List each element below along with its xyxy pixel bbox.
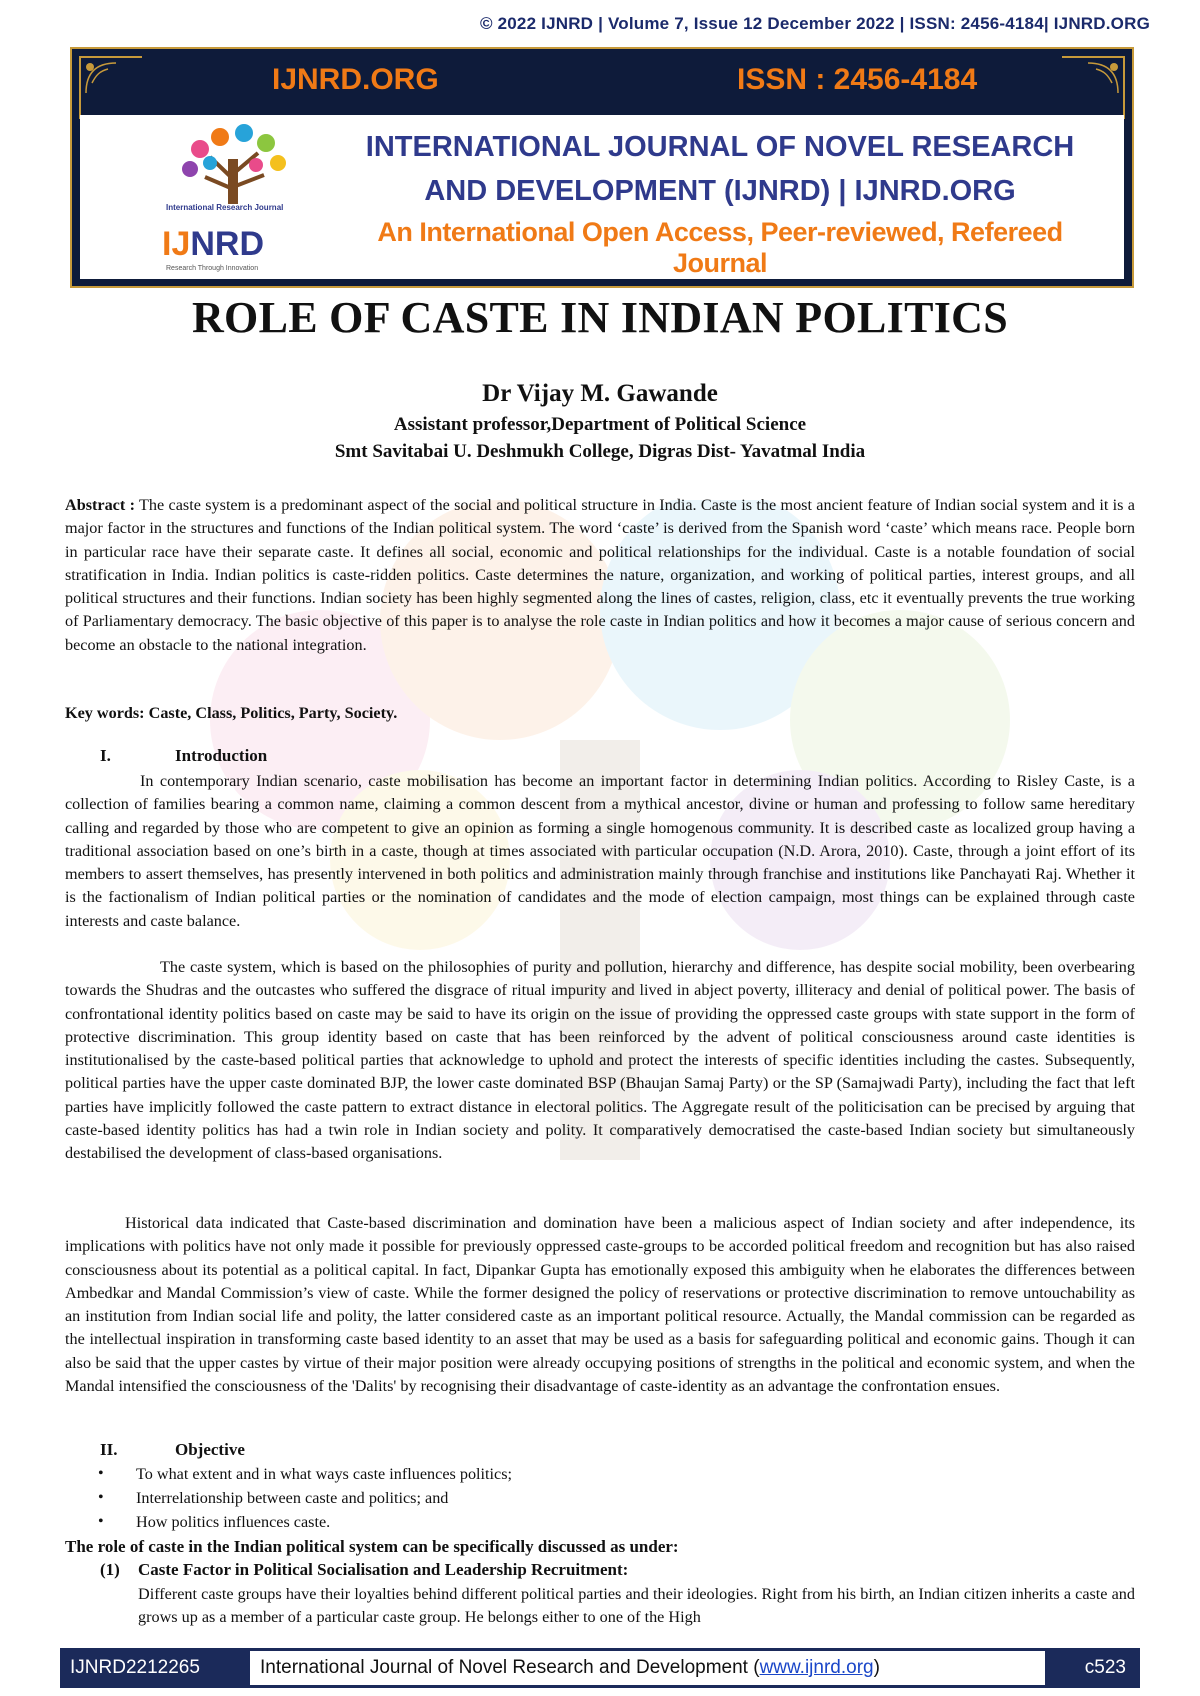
list-item: • Interrelationship between caste and politics; and	[98, 1486, 512, 1510]
ornament-icon	[76, 53, 146, 123]
banner-site: IJNRD.ORG	[272, 63, 439, 96]
keywords: Key words: Caste, Class, Politics, Party, Society.	[65, 704, 398, 722]
logo-tagline: Research Through Innovation	[166, 265, 259, 272]
abstract	[65, 494, 1135, 657]
journal-title: INTERNATIONAL JOURNAL OF NOVEL RESEARCH AND DEVELOPMENT (IJNRD) | IJNRD.ORG	[365, 131, 1075, 207]
intro-paragraph-3: Historical data indicated that Caste-based discrimination and domination have been a malicious aspect of Indian society and after independence, its implications with politics have not only made it possible for previously oppressed caste-groups to be accorded political freedom and recognition but has also raised consciousness about its potential as a political capital. In fact, Dipankar Gupta has emotionally exposed this ambiguity when he elaborates the differences between Ambedkar and Mandal Commission’s view of caste. While the former designed the policy of reservations or protective discrimination to remove untouchability as an institution from Indian social life and polity, the latter considered caste as an important political resource. Actually, the Mandal commission can be regarded as the intellectual inspiration in transforming caste based identity to an asset that may be used as a basis for safeguarding political and economic gains. Though it can also be said that the upper castes by virtue of their major position were already occupying positions of strengths in the political and economic system, and when the Mandal intensified the consciousness of the 'Dalits' by recognising their disadvantage of caste-identity as an advantage the confrontation ensues.	[65, 1214, 1135, 1396]
paper-title: ROLE OF CASTE IN INDIAN POLITICS	[191, 293, 1008, 342]
section-heading-introduction: Introduction	[175, 746, 268, 765]
role-heading: The role of caste in the Indian political system can be specifically discussed as under:	[65, 1537, 679, 1556]
subsection-heading: Caste Factor in Political Socialisation and Leadership Recruitment:	[138, 1560, 629, 1579]
logo-wordmark: IJNRD	[162, 225, 265, 263]
abstract-label: Abstract :	[65, 496, 135, 514]
ornament-icon	[1058, 53, 1128, 123]
author-affiliation-department: Assistant professor,Department of Political Science	[393, 414, 807, 435]
section-number: II.	[100, 1440, 118, 1459]
intro-paragraph-2: The caste system, which is based on the philosophies of purity and pollution, hierarchy and difference, has despite social mobility, been overbearing towards the Shudras and the outcastes who suffered the disgrace of ritual impurity and lived in abject poverty, illiteracy and denial of political power. The basis of confrontational identity politics based on caste may be said to have its origin on the issue of providing the oppressed caste groups with state support in the form of protective discrimination. This group identity based on caste that has been reinforced by the advent of political consciousness around caste identities is institutionalised by the caste-based political parties that acknowledge to uphold and protect the interests of specific identities including the castes. Subsequently, political parties have the upper caste dominated BJP, the lower caste dominated BSP (Bhaujan Samaj Party) or the SP (Samajwadi Party), including the fact that left parties have implicitly followed the caste pattern to extract distance in electoral politics. The Aggregate result of the politicisation can be precised by arguing that caste-based identity politics has had a twin role in Indian society and polity. It comparatively democratised the caste-based Indian society but simultaneously destabilised the development of class-based organisations.	[65, 958, 1135, 1163]
author-affiliation-college: Smt Savitabai U. Deshmukh College, Digras Dist- Yavatmal India	[334, 441, 866, 462]
journal-subtitle: An International Open Access, Peer-reviewed, Refereed Journal	[377, 217, 1063, 278]
header-citation: © 2022 IJNRD | Volume 7, Issue 12 December 2022 | ISSN: 2456-4184| IJNRD.ORG	[479, 14, 1150, 33]
section-number: I.	[100, 746, 111, 765]
journal-banner	[70, 47, 1134, 288]
abstract-text: The caste system is a predominant aspect of the social and political structure in India. Caste is the most ancient feature of Indian social system and it is a major factor in the structures and functions of the Indian political system. The word ‘caste’ is derived from the Spanish word ‘caste’ which means race. People born in particular race have their separate caste. It defines all social, economic and political relationships for the individual. Caste is a notable foundation of social stratification in India. Indian politics is caste-ridden politics. Caste determines the nature, organization, and working of political parties, interest groups, and all political structures and their functions. Indian society has been highly segmented along the lines of castes, religion, class, etc it eventually prevents the true working of Parliamentary democracy. The basic objective of this paper is to analyse the role caste in Indian politics and how it becomes a major cause of serious concern and become an obstacle to the national integration.	[65, 496, 1135, 654]
footer-journal: International Journal of Novel Research and Development (www.ijnrd.org)	[250, 1651, 1045, 1685]
logo-small-text: International Research Journal	[166, 203, 284, 212]
banner-panel	[80, 115, 1124, 279]
section-heading-objective: Objective	[175, 1440, 245, 1459]
objective-list	[98, 1462, 512, 1534]
banner-issn: ISSN : 2456-4184	[737, 63, 978, 96]
page-footer	[60, 1648, 1140, 1688]
subsection-number: (1)	[100, 1560, 120, 1579]
page-number: c523	[1084, 1657, 1126, 1678]
author-name: Dr Vijay M. Gawande	[482, 380, 718, 407]
list-item: • How politics influences caste.	[98, 1510, 512, 1534]
journal-link[interactable]: www.ijnrd.org	[759, 1657, 874, 1678]
list-item: • To what extent and in what ways caste influences politics;	[98, 1462, 512, 1486]
intro-paragraph-1: In contemporary Indian scenario, caste mobilisation has become an important factor in determining Indian politics. According to Risley Caste, is a collection of families bearing a common name, claiming a common descent from a mythical ancestor, divine or human and professing to follow same hereditary calling and regarded by those who are competent to give an opinion as forming a single homogenous community. It is described caste as localized group having a traditional association based on one’s birth in a caste, though at times associated with particular occupation (N.D. Arora, 2010). Caste, through a joint effort of its members to assert themselves, has presently intervened in both politics and administration mainly through franchise and institutions like Panchayati Raj. Whether it is the factionalism of Indian political parties or the nomination of candidates and the mode of election campaign, most things can be explained through caste interests and caste balance.	[65, 772, 1135, 930]
subsection-paragraph: Different caste groups have their loyalties behind different political parties and their ideologies. Right from his birth, an Indian citizen inherits a caste and grows up as a member of a particular caste group. He belongs either to one of the High	[138, 1585, 1135, 1627]
paper-id: IJNRD2212265	[70, 1657, 200, 1678]
